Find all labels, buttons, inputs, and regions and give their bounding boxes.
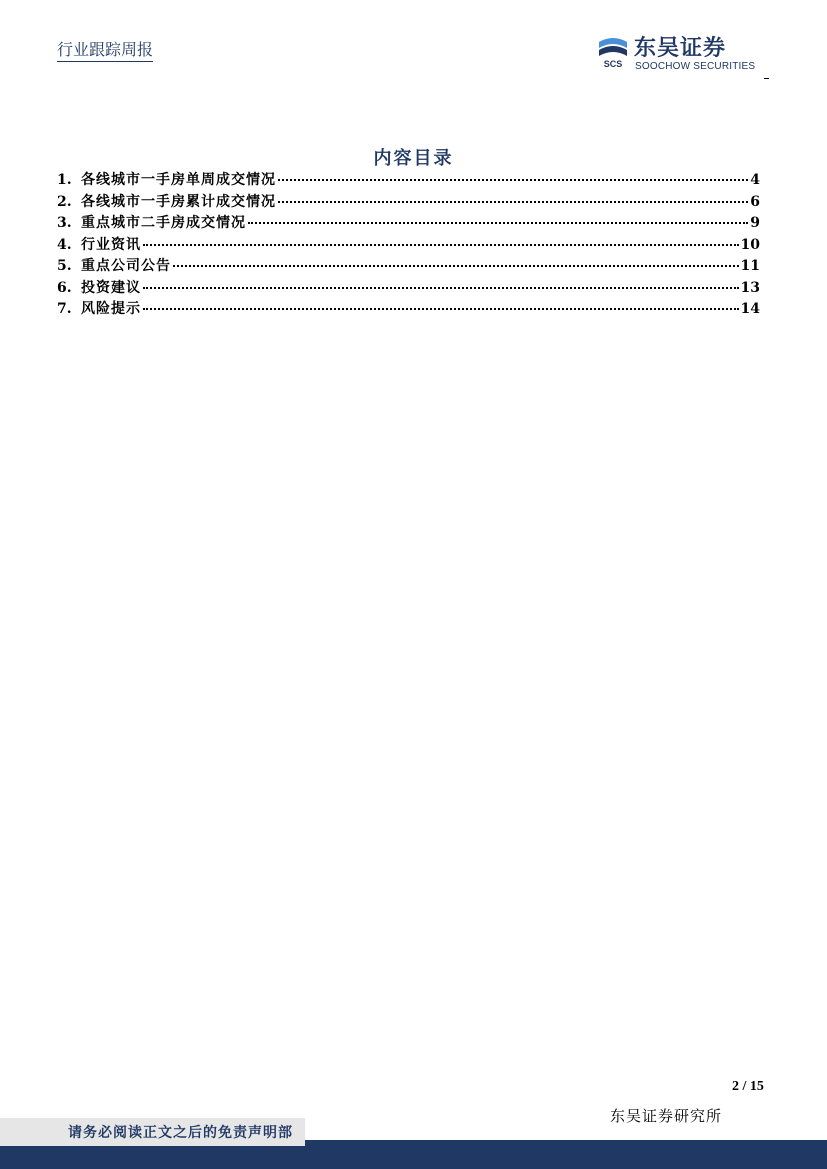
toc-entry-page: 10 bbox=[740, 236, 760, 253]
toc-entry[interactable] bbox=[57, 192, 760, 214]
toc-entry-number: 4. bbox=[57, 236, 72, 253]
toc-title: 内容目录 bbox=[373, 148, 454, 169]
toc-leader-dots bbox=[143, 244, 739, 246]
disclaimer-notice: 请务必阅读正文之后的免责声明部 bbox=[68, 1125, 293, 1141]
toc-entry-label: 投资建议 bbox=[81, 279, 141, 296]
toc-entry-label: 风险提示 bbox=[81, 301, 141, 317]
toc-entry[interactable] bbox=[57, 299, 760, 321]
toc-entry-page: 14 bbox=[740, 301, 760, 317]
toc-entry-page: 13 bbox=[740, 279, 760, 296]
toc-entry-label: 行业资讯 bbox=[81, 236, 141, 253]
toc-entry[interactable] bbox=[57, 235, 760, 257]
toc-entry-label: 重点城市二手房成交情况 bbox=[81, 215, 246, 231]
toc-leader-dots bbox=[173, 265, 739, 267]
toc-entry-number: 6. bbox=[57, 279, 72, 296]
toc-entry-number: 1. bbox=[57, 172, 72, 188]
toc-leader-dots bbox=[248, 222, 748, 224]
toc-leader-dots bbox=[143, 287, 739, 289]
toc-entry[interactable] bbox=[57, 278, 760, 300]
toc-entry-number: 7. bbox=[57, 301, 72, 317]
toc-leader-dots bbox=[143, 308, 739, 310]
toc-entry-label: 重点公司公告 bbox=[81, 258, 171, 274]
toc-entry[interactable] bbox=[57, 256, 760, 278]
scs-logo-icon bbox=[596, 36, 630, 70]
logo-mark-text: SCS bbox=[603, 59, 623, 69]
toc-entry[interactable] bbox=[57, 170, 760, 192]
toc-entry-page: 6 bbox=[750, 193, 760, 210]
company-logo bbox=[596, 36, 766, 76]
report-type-title: 行业跟踪周报 bbox=[57, 40, 153, 62]
toc-entry-label: 各线城市一手房单周成交情况 bbox=[81, 172, 276, 188]
footer-organization: 东吴证券研究所 bbox=[610, 1107, 723, 1125]
toc-entry-number: 2. bbox=[57, 193, 72, 210]
toc-leader-dots bbox=[278, 201, 748, 203]
page-number: 2 / 15 bbox=[732, 1079, 764, 1094]
logo-chinese-name: 东吴证券 bbox=[634, 36, 727, 61]
toc-leader-dots bbox=[278, 179, 748, 181]
toc-entry-number: 5. bbox=[57, 258, 72, 274]
header-divider bbox=[764, 78, 769, 79]
toc-entry-page: 9 bbox=[750, 215, 760, 231]
toc-entry-page: 4 bbox=[750, 172, 760, 188]
toc-entry-number: 3. bbox=[57, 215, 72, 231]
logo-english-name: SOOCHOW SECURITIES bbox=[635, 61, 756, 72]
toc-entry[interactable] bbox=[57, 213, 760, 235]
table-of-contents bbox=[57, 170, 760, 321]
toc-entry-page: 11 bbox=[740, 258, 760, 274]
toc-entry-label: 各线城市一手房累计成交情况 bbox=[81, 193, 276, 210]
